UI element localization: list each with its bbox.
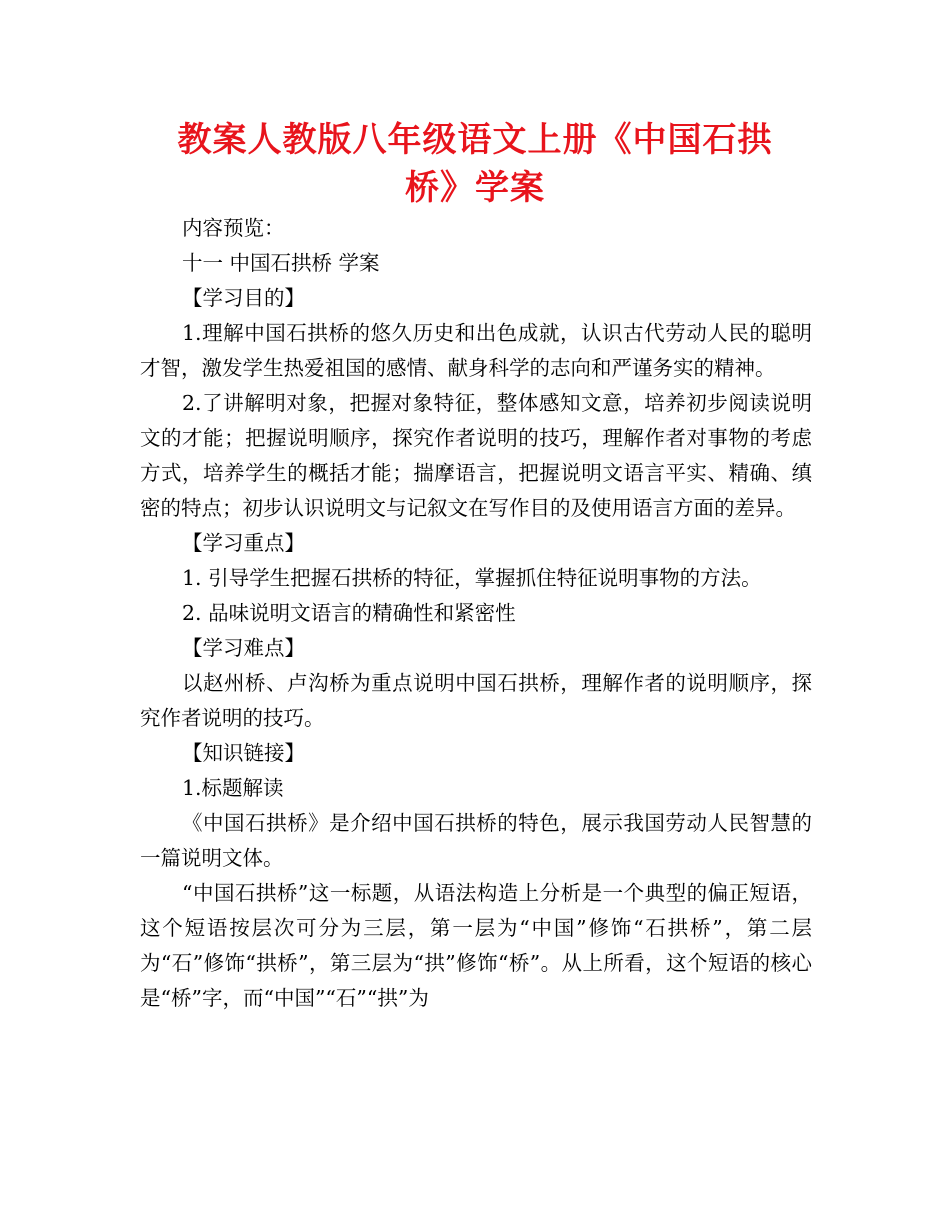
- paragraph: 《中国石拱桥》是介绍中国石拱桥的特色，展示我国劳动人民智慧的一篇说明文体。: [140, 811, 812, 870]
- lesson-heading: 十一 中国石拱桥 学案: [182, 251, 380, 275]
- subheading: 1.标题解读: [182, 776, 284, 800]
- paragraph: “中国石拱桥”这一标题，从语法构造上分析是一个典型的偏正短语，这个短语按层次可分为三层，第一层为“中国”修饰“石拱桥”，第二层为“石”修饰“拱桥”，第三层为“拱”修饰“桥”。从上所看，这个短语的核心是“桥”字，而“中国”“石”“拱”为: [140, 881, 812, 1010]
- section-heading-difficulties: 【学习难点】: [182, 636, 305, 660]
- paragraph: 2.了讲解明对象，把握对象特征，整体感知文意，培养初步阅读说明文的才能；把握说明顺序，探究作者说明的技巧，理解作者对事物的考虑方式，培养学生的概括才能；揣摩语言，把握说明文语言平实、精确、缜密的特点；初步认识说明文与记叙文在写作目的及使用语言方面的差异。: [140, 391, 812, 520]
- document-title: [140, 116, 810, 212]
- section-heading-key-points: 【学习重点】: [182, 531, 305, 555]
- paragraph: 1.理解中国石拱桥的悠久历史和出色成就，认识古代劳动人民的聪明才智，激发学生热爱祖国的感情、献身科学的志向和严谨务实的精神。: [140, 321, 812, 380]
- paragraph: 以赵州桥、卢沟桥为重点说明中国石拱桥，理解作者的说明顺序，探究作者说明的技巧。: [140, 671, 812, 730]
- section-heading-knowledge-link: 【知识链接】: [182, 741, 305, 765]
- title-line-2: 桥》学案: [405, 168, 545, 208]
- list-item: 1. 引导学生把握石拱桥的特征，掌握抓住特征说明事物的方法。: [182, 566, 762, 590]
- list-item: 2. 品味说明文语言的精确性和紧密性: [182, 601, 516, 625]
- title-line-1: 教案人教版八年级语文上册《中国石拱: [177, 120, 773, 160]
- document-body: [140, 211, 812, 1016]
- content-preview-label: 内容预览：: [182, 216, 285, 240]
- section-heading-goals: 【学习目的】: [182, 286, 305, 310]
